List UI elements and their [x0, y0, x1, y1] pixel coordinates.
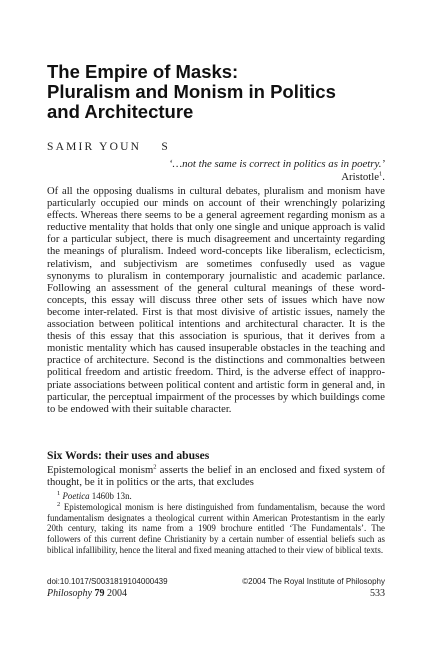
section-text-start: Epistemological monism [47, 465, 154, 476]
journal-volume: 79 [94, 588, 105, 599]
article-title [47, 62, 385, 122]
journal-citation [47, 588, 127, 599]
footnote-ref: 1 [379, 170, 383, 178]
copyright: ©2004 The Royal Institute of Philosophy [242, 577, 385, 586]
footnote [47, 502, 385, 556]
footnote [47, 491, 385, 502]
footnote-number: 2 [57, 500, 61, 508]
section-heading: Six Words: their uses and abuses [47, 449, 210, 462]
paragraph: Of all the opposing dualisms in cultural debates, pluralism and monism have particularly occupied our minds on account of their wrenchingly polarizing effects. Whereas there seems to be a general agreement regarding monism as a reductive mentality that holds that only one single and unique approach is valid for a particular subject, there is much disagreement and uncertainty regarding the meanings of pluralism. Indeed word-concepts like liberalism, eclecticism, relativism, and subjectivism are sometimes confusedly used as vague synonyms to pluralism in contemporary journalistic and academic parlance. Following an assessment of the general cultural meanings of these word-concepts, this essay will discuss three other sets of issues which have now become inter-related. First is that most divisive of artistic issues, namely the association between political intentions and architectural character. It is the thesis of this essay that this association is spurious, that it derives from a monistic mentality which has caused insuperable obstacles in the teaching and practice of architecture. Second is the distinctions and commonalties between political freedom and artistic freedom. Third, is the adverse effect of inappropriate associations between political content and artistic form in general and, in particular, the perceptual impairment of the processes by which buildings come to be endowed with their suitable character. [47, 186, 385, 415]
title-line: Pluralism and Monism in Politics [47, 81, 336, 102]
paragraph [47, 465, 385, 489]
epigraph-quote: ‘…not the same is correct in politics as in poetry.’ [168, 158, 385, 170]
section-text-rest: asserts the belief in an enclosed and fixed system of thought, be it in politics or the arts, that excludes [47, 465, 385, 489]
page-number: 533 [370, 588, 385, 599]
footnote-text: 1460b 13n. [89, 491, 132, 501]
title-line: The Empire of Masks: [47, 61, 239, 82]
journal-year: 2004 [107, 588, 127, 599]
doi: doi:10.1017/S0031819104000439 [47, 577, 168, 586]
journal-name: Philosophy [47, 588, 92, 599]
footnotes [47, 491, 385, 556]
author-name: SAMIR YOUN S [47, 141, 170, 153]
title-line: and Architecture [47, 101, 194, 122]
footnote-work: Poetica [62, 491, 90, 501]
epigraph-attribution: Aristotle$^1$. [341, 170, 385, 183]
epigraph-author: Aristotle [341, 171, 380, 183]
footnote-text: Epistemological monism is here distinguished from fundamentalism, because the word fundamentalism designates a theological current within American Protestantism in the early 20th century, taking its name from a 1909 brochure entitled ‘The Fundamentals’. The followers of this current define Christianity by a certain number of essential beliefs such as biblical infallibility, hence the literal and fixed meaning attached to their view of biblical texts. [47, 501, 385, 555]
section-text [47, 465, 385, 489]
footnote-ref: 2 [153, 463, 157, 471]
body-text [47, 186, 385, 416]
footnote-number: 1 [57, 490, 61, 498]
epigraph [47, 158, 385, 184]
